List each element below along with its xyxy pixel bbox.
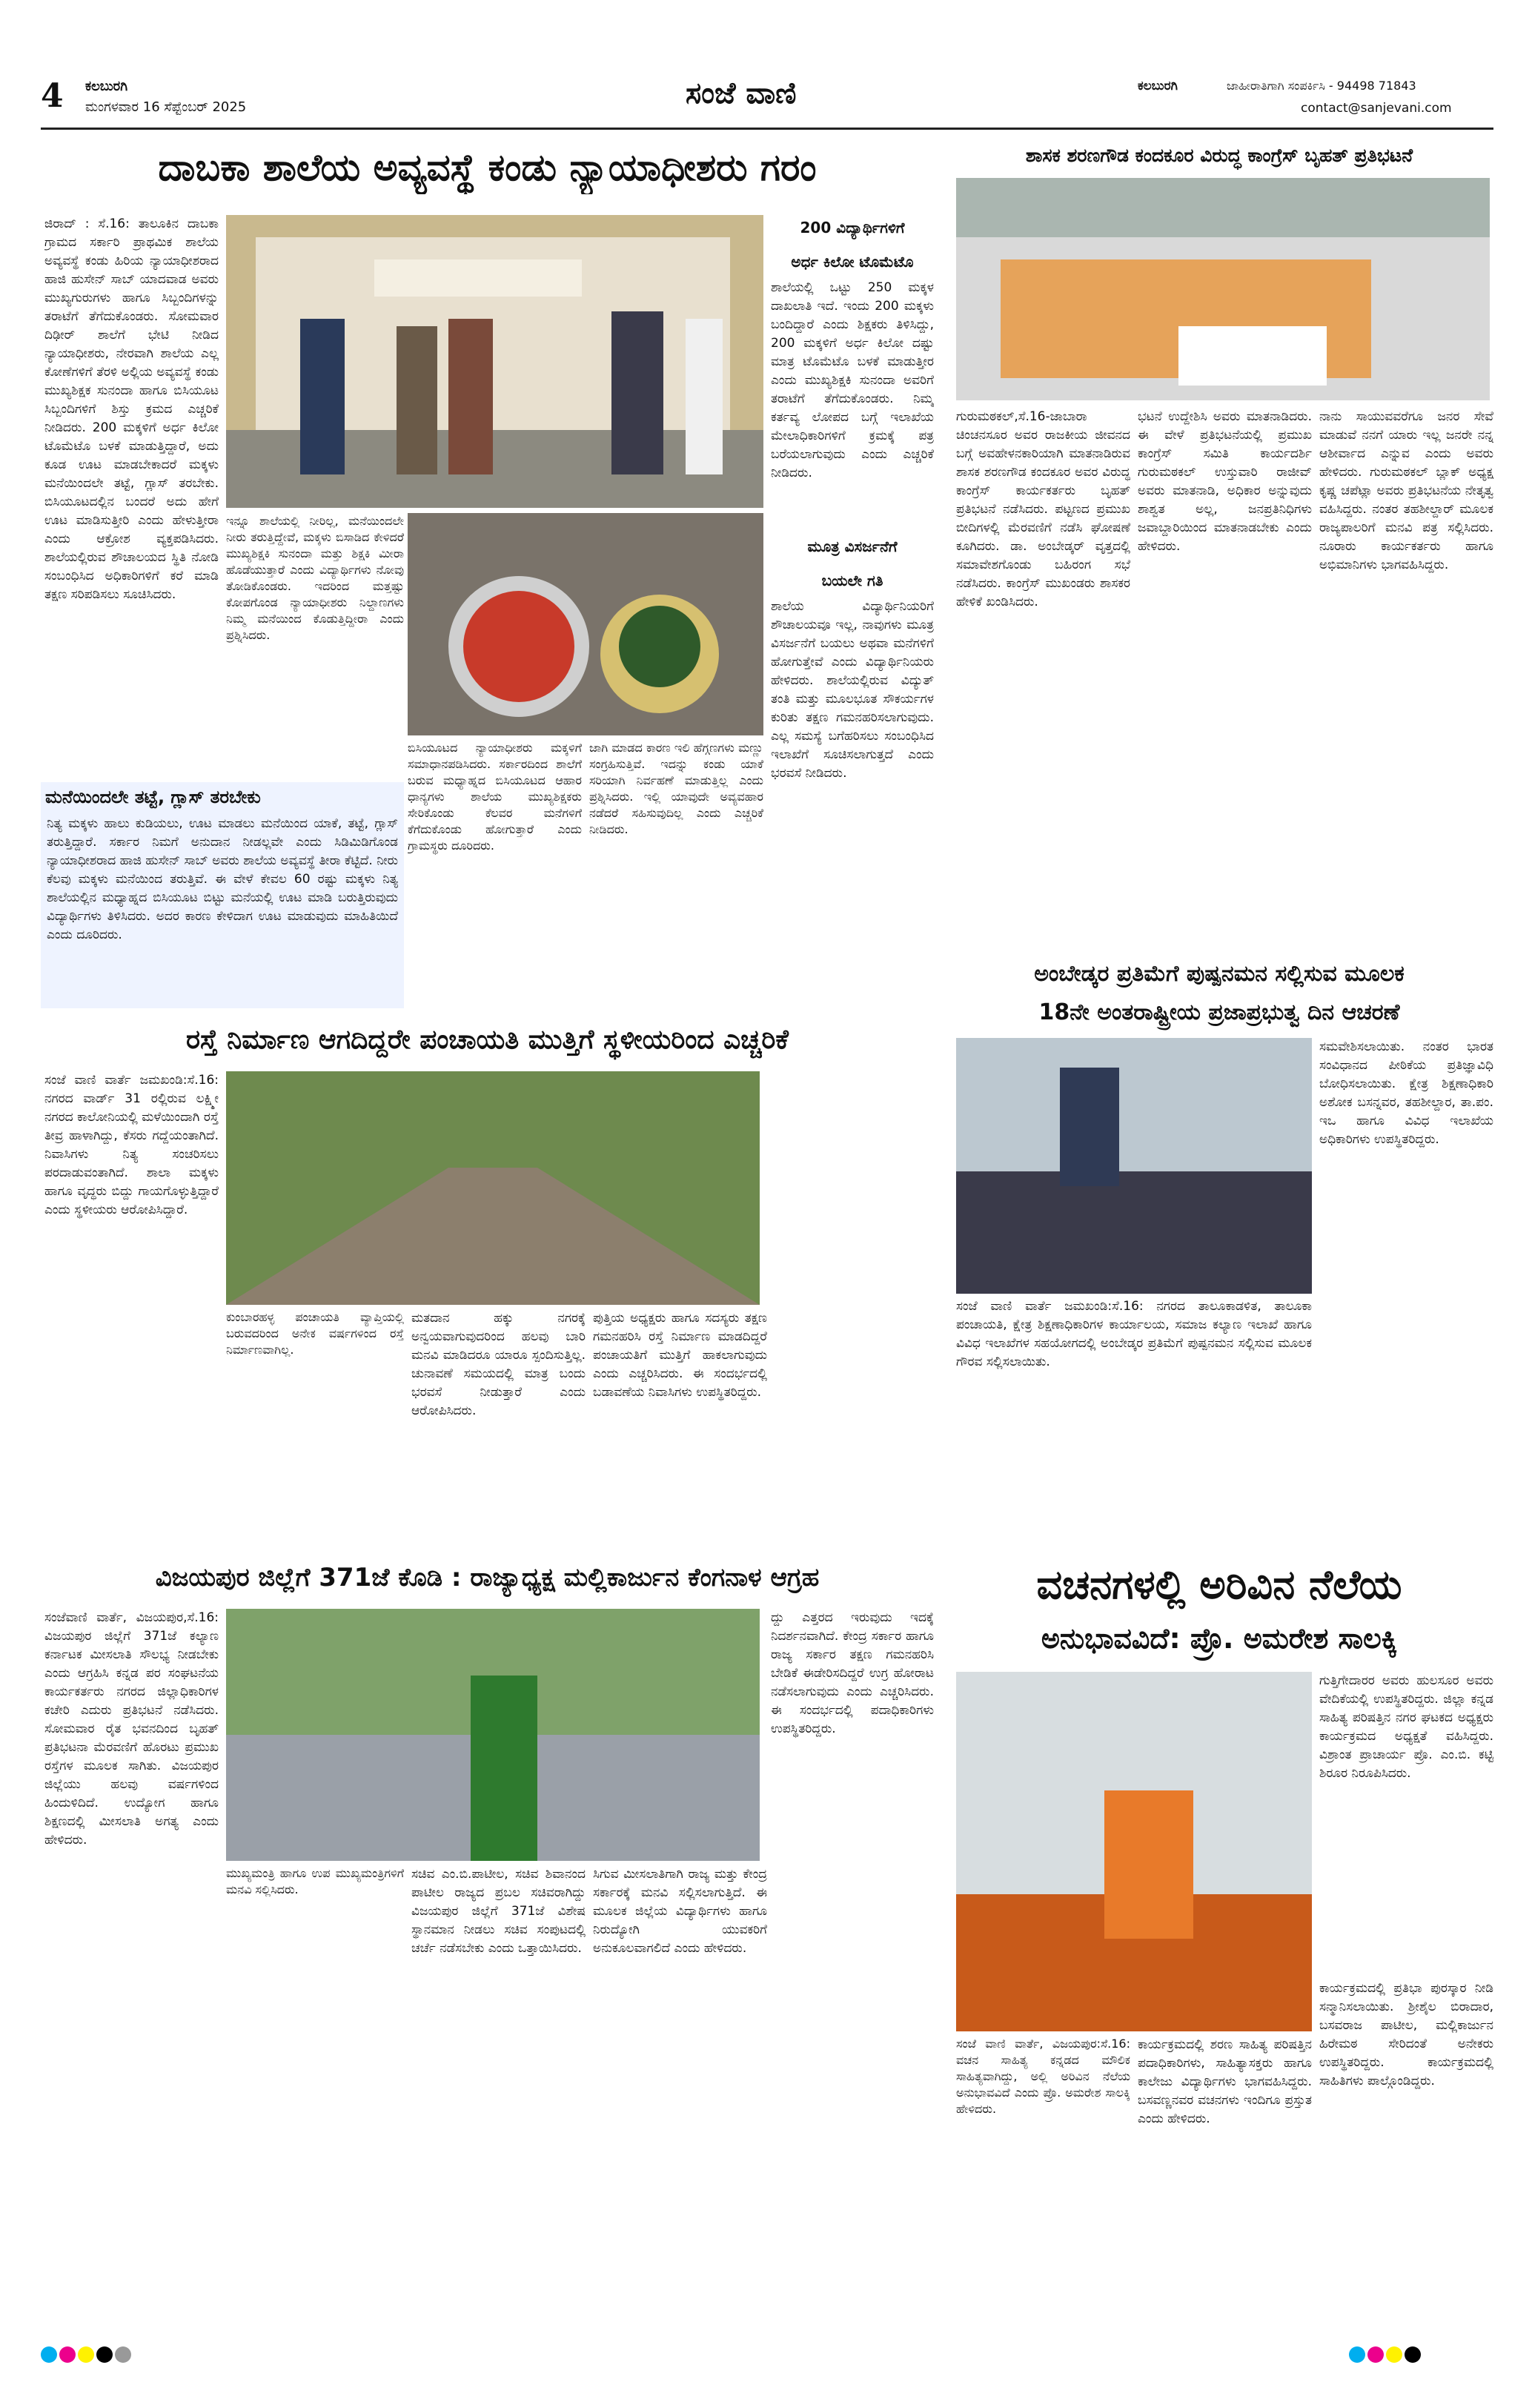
story2-col2: ಭಟನೆ ಉದ್ದೇಶಿಸಿ ಅವರು ಮಾತನಾಡಿದರು. ಈ ವೇಳೆ ಪ್ರತಿಭಟನೆಯಲ್ಲಿ ಪ್ರಮುಖ ಕಾಂಗ್ರೆಸ್ ಸಮಿತಿ ಕಾರ್ಯದರ್ಶಿ ಗುರುಮಠಕಲ್ ಉಸ್ತುವಾರಿ ರಾಜೀವ್ ಅವರು ಮಾತನಾಡಿ, ಅಧಿಕಾರ ಅನ್ನುವುದು ಶಾಶ್ವತ ಅಲ್ಲ, ಜನಪ್ರತಿನಿಧಿಗಳು ಜವಾಬ್ದಾರಿಯಿಂದ ಮಾತನಾಡಬೇಕು ಎಂದು ಹೇಳಿದರು. <box>1138 409 1312 554</box>
ambedkar-photo-art <box>956 1038 1312 1294</box>
story3-headline2: 18ನೇ ಅಂತರಾಷ್ಟ್ರೀಯ ಪ್ರಜಾಪ್ರಭುತ್ವ ದಿನ ಆಚರಣೆ <box>1038 999 1400 1025</box>
story1-photo2-caption-b: ಜಾಗಿ ಮಾಡದ ಕಾರಣ ಇಲಿ ಹೆಗ್ಗಣಗಳು ಮಣ್ಣು ಸಂಗ್ರಹಿಸುತ್ತಿವೆ. ಇದನ್ನು ಕಂಡು ಯಾಕೆ ಸರಿಯಾಗಿ ನಿರ್ವಹಣೆ ಮಾಡುತ್ತಿಲ್ಲ ಎಂದು ಪ್ರಶ್ನಿಸಿದರು. ಇಲ್ಲಿ ಯಾವುದೇ ಅವ್ಯವಹಾರ ನಡೆದರೆ ಸಹಿಸುವುದಿಲ್ಲ ಎಂದು ಎಚ್ಚರಿಕೆ ನೀಡಿದರು. <box>589 741 763 836</box>
story5-headline1: ವಚನಗಳಲ್ಲಿ ಅರಿವಿನ ನೆಲೆಯ <box>1036 1561 1402 1608</box>
story3-col1: ಸಂಜೆ ವಾಣಿ ವಾರ್ತೆ ಜಮಖಂಡಿ:ಸೆ.16: ನಗರದ ತಾಲೂಕಾಡಳಿತ, ತಾಲೂಕಾ ಪಂಚಾಯತಿ, ಕ್ಷೇತ್ರ ಶಿಕ್ಷಣಾಧಿಕಾರಿಗಳ ಕಾರ್ಯಾಲಯ, ಸಮಾಜ ಕಲ್ಯಾಣ ಇಲಾಖೆ ಹಾಗೂ ವಿವಿಧ ಇಲಾಖೆಗಳ ಸಹಯೋಗದಲ್ಲಿ ಅಂಬೇಡ್ಕರ ಪ್ರತಿಮೆಗೆ ಪುಷ್ಪನಮನ ಸಲ್ಲಿಸುವ ಮೂಲಕ ಗೌರವ ಸಲ್ಲಿಸಲಾಯಿತು. <box>956 1299 1312 1369</box>
story5-photo-caption: ಸಂಜೆ ವಾಣಿ ವಾರ್ತೆ, ವಿಜಯಪುರ:ಸೆ.16: ವಚನ ಸಾಹಿತ್ಯ ಕನ್ನಡದ ಮೌಲಿಕ ಸಾಹಿತ್ಯವಾಗಿದ್ದು, ಅಲ್ಲಿ ಅರಿವಿನ ನೆಲೆಯ ಅನುಭಾವವಿದೆ ಎಂದು ಪ್ರೊ. ಅಮರೇಶ ಸಾಲಕ್ಕಿ ಹೇಳಿದರು. <box>956 2037 1130 2116</box>
food-photo <box>408 513 763 735</box>
story4-col4: ಪುತ್ತಿಯ ಅಧ್ಯಕ್ಷರು ಹಾಗೂ ಸದಸ್ಯರು ತಕ್ಷಣ ಗಮನಹರಿಸಿ ರಸ್ತೆ ನಿರ್ಮಾಣ ಮಾಡದಿದ್ದರೆ ಪಂಚಾಯತಿಗೆ ಮುತ್ತಿಗೆ ಹಾಕಲಾಗುವುದು ಎಂದು ಎಚ್ಚರಿಸಿದರು. ಈ ಸಂದರ್ಭದಲ್ಲಿ ಬಡಾವಣೆಯ ನಿವಾಸಿಗಳು ಉಪಸ್ಥಿತರಿದ್ದರು. <box>593 1311 767 1400</box>
magenta-dot <box>1367 2346 1384 2363</box>
sidebar-body2: ಶಾಲೆಯ ವಿದ್ಯಾರ್ಥಿನಿಯರಿಗೆ ಶೌಚಾಲಯವೂ ಇಲ್ಲ, ನಾವುಗಳು ಮೂತ್ರ ವಿಸರ್ಜನೆಗೆ ಬಯಲು ಅಥವಾ ಮನೆಗಳಿಗೆ ಹೋಗುತ್ತೇವೆ ಎಂದು ವಿದ್ಯಾರ್ಥಿನಿಯರು ಹೇಳಿದರು. ಶಾಲೆಯಲ್ಲಿರುವ ವಿದ್ಯುತ್ ತಂತಿ ಮತ್ತು ಮೂಲಭೂತ ಸೌಕರ್ಯಗಳ ಕುರಿತು ತಕ್ಷಣ ಗಮನಹರಿಸಲಾಗುವುದು. ಎಲ್ಲ ಸಮಸ್ಯೆ ಬಗೆಹರಿಸಲು ಸಂಬಂಧಿಸಿದ ಇಲಾಖೆಗೆ ಸೂಚಿಸಲಾಗುತ್ತದೆ ಎಂದು ಭರವಸೆ ನೀಡಿದರು. <box>771 599 934 781</box>
black-dot <box>96 2346 113 2363</box>
magenta-dot <box>59 2346 76 2363</box>
masthead-rule <box>41 128 1493 130</box>
lecture-photo <box>956 1672 1312 2031</box>
story6-headline: ವಿಜಯಪುರ ಜಿಲ್ಲೆಗೆ 371ಜೆ ಕೊಡಿ : ರಾಜ್ಯಾಧ್ಯಕ್ಷ ಮಲ್ಲಿಕಾರ್ಜುನ ಕೆಂಗನಾಳ ಆಗ್ರಹ <box>155 1563 820 1592</box>
masthead <box>41 74 1493 128</box>
gray-dot <box>115 2346 131 2363</box>
ambedkar-photo <box>956 1038 1312 1294</box>
sidebar-head3: ಮೂತ್ರ ವಿಸರ್ಜನೆಗೆ <box>807 538 898 555</box>
school-photo-art <box>226 215 763 508</box>
black-dot <box>1405 2346 1421 2363</box>
memorandum-photo <box>226 1609 760 1861</box>
city-right: ಕಲಬುರಗಿ <box>1138 79 1178 93</box>
story5-col3: ಕಾರ್ಯಕ್ರಮದಲ್ಲಿ ಪ್ರತಿಭಾ ಪುರಸ್ಕಾರ ನೀಡಿ ಸನ್ಮಾನಿಸಲಾಯಿತು. ಶ್ರೀಶೈಲ ಬಿರಾದಾರ, ಬಸವರಾಜ ಪಾಟೀಲ, ಮಲ್ಲಿಕಾರ್ಜುನ ಹಿರೇಮಠ ಸೇರಿದಂತೆ ಅನೇಕರು ಉಪಸ್ಥಿತರಿದ್ದರು. ಕಾರ್ಯಕ್ರಮದಲ್ಲಿ ಸಾಹಿತಿಗಳು ಪಾಲ್ಗೊಂಡಿದ್ದರು. <box>1319 1981 1493 2088</box>
story6-photo-caption: ಮುಖ್ಯಮಂತ್ರಿ ಹಾಗೂ ಉಪ ಮುಖ್ಯಮಂತ್ರಿಗಳಿಗೆ ಮನವಿ ಸಲ್ಲಿಸಿದರು. <box>226 1866 404 1896</box>
page-number: 4 <box>41 77 64 115</box>
sidebar-body1: ಶಾಲೆಯಲ್ಲಿ ಒಟ್ಟು 250 ಮಕ್ಕಳ ದಾಖಲಾತಿ ಇದೆ. ಇಂದು 200 ಮಕ್ಕಳು ಬಂದಿದ್ದಾರೆ ಎಂದು ಶಿಕ್ಷಕರು ತಿಳಿಸಿದ್ದು, 200 ಮಕ್ಕಳಿಗೆ ಅರ್ಧ ಕಿಲೋ ದಷ್ಟು ಮಾತ್ರ ಟೊಮೆಟೊ ಬಳಕೆ ಮಾಡುತ್ತೀರ ಎಂದು ಮುಖ್ಯಶಿಕ್ಷಕಿ ಸುನಂದಾ ಅವರಿಗೆ ತರಾಟೆಗೆ ತೆಗೆದುಕೊಂಡರು. ನಿಮ್ಮ ಕರ್ತವ್ಯ ಲೋಪದ ಬಗ್ಗೆ ಇಲಾಖೆಯ ಮೇಲಾಧಿಕಾರಿಗಳಿಗೆ ಕ್ರಮಕ್ಕೆ ಪತ್ರ ಬರೆಯಲಾಗುವುದು ಎಂದು ಎಚ್ಚರಿಕೆ ನೀಡಿದರು. <box>771 280 934 480</box>
story6-col2: ಸಚಿವ ಎಂ.ಬಿ.ಪಾಟೀಲ, ಸಚಿವ ಶಿವಾನಂದ ಪಾಟೀಲ ರಾಜ್ಯದ ಪ್ರಬಲ ಸಚಿವರಾಗಿದ್ದು ವಿಜಯಪುರ ಜಿಲ್ಲೆಗೆ 371ಜೆ ವಿಶೇಷ ಸ್ಥಾನಮಾನ ನೀಡಲು ಸಚಿವ ಸಂಪುಟದಲ್ಲಿ ಚರ್ಚೆ ನಡೆಸಬೇಕು ಎಂದು ಒತ್ತಾಯಿಸಿದರು. <box>411 1867 586 1956</box>
protest-photo-art <box>956 178 1490 400</box>
lecture-photo-art <box>956 1672 1312 2031</box>
road-photo-art <box>226 1071 760 1305</box>
footer-left-dots <box>41 2346 263 2369</box>
sidebar-head2: ಅರ್ಧ ಕಿಲೋ ಟೊಮೆಟೊ <box>791 253 914 271</box>
ad-contact: ಜಾಹೀರಾತಿಗಾಗಿ ಸಂಪರ್ಕಿಸಿ - 94498 71843 <box>1227 79 1416 93</box>
story3-col2: ಸಮವೇಶಿಸಲಾಯಿತು. ನಂತರ ಭಾರತ ಸಂವಿಧಾನದ ಪೀಠಿಕೆಯ ಪ್ರತಿಜ್ಞಾವಿಧಿ ಬೋಧಿಸಲಾಯಿತು. ಕ್ಷೇತ್ರ ಶಿಕ್ಷಣಾಧಿಕಾರಿ ಅಶೋಕ ಬಸನ್ನವರ, ತಹಶೀಲ್ದಾರ, ತಾ.ಪಂ. ಇಒ ಹಾಗೂ ವಿವಿಧ ಇಲಾಖೆಯ ಅಧಿಕಾರಿಗಳು ಉಪಸ್ಥಿತರಿದ್ದರು. <box>1319 1039 1493 1147</box>
footer-right-dots <box>1349 2346 1497 2369</box>
sidebar-head1: 200 ವಿದ್ಯಾರ್ಥಿಗಳಿಗೆ <box>800 219 905 236</box>
story1-photo2-caption: ಬಿಸಿಯೂಟದ ನ್ಯಾಯಾಧೀಶರು ಮಕ್ಕಳಿಗೆ ಸಮಾಧಾನಪಡಿಸಿದರು. ಸರ್ಕಾರದಿಂದ ಶಾಲೆಗೆ ಬರುವ ಮಧ್ಯಾಹ್ನದ ಬಿಸಿಯೂಟದ ಆಹಾರ ಧಾನ್ಯಗಳು ಶಾಲೆಯ ಮುಖ್ಯಶಿಕ್ಷಕರು ಸೇರಿಕೊಂಡು ಕೆಲವರ ಮನೆಗಳಿಗೆ ಕೆಗೆದುಕೊಂಡು ಹೋಗುತ್ತಾರೆ ಎಂದು ಗ್ರಾಮಸ್ಥರು ದೂರಿದರು. <box>408 741 582 853</box>
story5-col2: ಕಾರ್ಯಕ್ರಮದಲ್ಲಿ ಶರಣ ಸಾಹಿತ್ಯ ಪರಿಷತ್ತಿನ ಪದಾಧಿಕಾರಿಗಳು, ಸಾಹಿತ್ಯಾಸಕ್ತರು ಹಾಗೂ ಕಾಲೇಜು ವಿದ್ಯಾರ್ಥಿಗಳು ಭಾಗವಹಿಸಿದ್ದರು. ಬಸವಣ್ಣನವರ ವಚನಗಳು ಇಂದಿಗೂ ಪ್ರಸ್ತುತ ಎಂದು ಹೇಳಿದರು. <box>1138 2037 1312 2126</box>
logo: ಸಂಜೆ ವಾಣಿ <box>686 76 797 110</box>
memorandum-photo-art <box>226 1609 760 1861</box>
story5-headline2: ಅನುಭಾವವಿದೆ: ಪ್ರೊ. ಅಮರೇಶ ಸಾಲಕ್ಕಿ <box>1041 1622 1398 1655</box>
story2-col3: ನಾನು ಸಾಯುವವರೆಗೂ ಜನರ ಸೇವೆ ಮಾಡುವೆ ನನಗೆ ಯಾರು ಇಲ್ಲ ಜನರೇ ನನ್ನ ಆಶೀರ್ವಾದ ಎನ್ನುವ ಎಂದು ಅವರು ಹೇಳಿದರು. ಗುರುಮಠಕಲ್ ಬ್ಲಾಕ್ ಅಧ್ಯಕ್ಷ ಕೃಷ್ಣ ಚಪೆಟ್ಲಾ ಅವರು ಪ್ರತಿಭಟನೆಯ ನೇತೃತ್ವ ವಹಿಸಿದ್ದರು. ನಂತರ ತಹಶೀಲ್ದಾರ್ ಮೂಲಕ ರಾಜ್ಯಪಾಲರಿಗೆ ಮನವಿ ಪತ್ರ ಸಲ್ಲಿಸಿದರು. ನೂರಾರು ಕಾರ್ಯಕರ್ತರು ಹಾಗೂ ಅಭಿಮಾನಿಗಳು ಭಾಗವಹಿಸಿದ್ದರು. <box>1319 409 1493 572</box>
protest-photo <box>956 178 1490 400</box>
yellow-dot <box>78 2346 94 2363</box>
story4-headline: ರಸ್ತೆ ನಿರ್ಮಾಣ ಆಗದಿದ್ದರೇ ಪಂಚಾಯತಿ ಮುತ್ತಿಗೆ ಸ್ಥಳೀಯರಿಂದ ಎಚ್ಚರಿಕೆ <box>186 1025 789 1055</box>
story6-col1: ಸಂಜೆವಾಣಿ ವಾರ್ತೆ, ವಿಜಯಪುರ,ಸೆ.16: ವಿಜಯಪುರ ಜಿಲ್ಲೆಗೆ 371ಜೆ ಕಲ್ಯಾಣ ಕರ್ನಾಟಕ ಮೀಸಲಾತಿ ಸೌಲಭ್ಯ ನೀಡಬೇಕು ಎಂದು ಆಗ್ರಹಿಸಿ ಕನ್ನಡ ಪರ ಸಂಘಟನೆಯ ಕಾರ್ಯಕರ್ತರು ನಗರದ ಜಿಲ್ಲಾಧಿಕಾರಿಗಳ ಕಚೇರಿ ಎದುರು ಪ್ರತಿಭಟನೆ ನಡೆಸಿದರು. ಸೋಮವಾರ ರೈತ ಭವನದಿಂದ ಬೃಹತ್ ಪ್ರತಿಭಟನಾ ಮೆರವಣಿಗೆ ಹೊರಟು ಪ್ರಮುಖ ರಸ್ತೆಗಳ ಮೂಲಕ ಸಾಗಿತು. ವಿಜಯಪುರ ಜಿಲ್ಲೆಯು ಹಲವು ವರ್ಷಗಳಿಂದ ಹಿಂದುಳಿದಿದೆ. ಉದ್ಯೋಗ ಹಾಗೂ ಶಿಕ್ಷಣದಲ್ಲಿ ಮೀಸಲಾತಿ ಅಗತ್ಯ ಎಂದು ಹೇಳಿದರು. <box>44 1610 219 1848</box>
story1-body: ಜಿರಾದ್ : ಸೆ.16: ತಾಲೂಕಿನ ದಾಬಕಾ ಗ್ರಾಮದ ಸರ್ಕಾರಿ ಪ್ರಾಥಮಿಕ ಶಾಲೆಯ ಅವ್ಯವಸ್ಥೆ ಕಂಡು ಹಿರಿಯ ನ್ಯಾಯಾಧೀಶರಾದ ಹಾಜಿ ಹುಸೇನ್ ಸಾಬ್ ಯಾದವಾಡ ಅವರು ಮುಖ್ಯಗುರುಗಳು ಹಾಗೂ ಸಿಬ್ಬಂದಿಗಳನ್ನು ತರಾಟೆಗೆ ತೆಗೆದುಕೊಂಡರು. ಸೋಮವಾರ ದಿಢೀರ್ ಶಾಲೆಗೆ ಭೇಟಿ ನೀಡಿದ ನ್ಯಾಯಾಧೀಶರು, ನೇರವಾಗಿ ಶಾಲೆಯ ಎಲ್ಲ ಕೋಣೆಗಳಿಗೆ ತೆರಳಿ ಅಲ್ಲಿಯ ಅವ್ಯವಸ್ಥೆ ಕಂಡು ಮುಖ್ಯಶಿಕ್ಷಕ ಸುನಂದಾ ಹಾಗೂ ಬಿಸಿಯೂಟ ಸಿಬ್ಬಂದಿಗಳಿಗೆ ಶಿಸ್ತು ಕ್ರಮದ ಎಚ್ಚರಿಕೆ ನೀಡಿದರು. 200 ಮಕ್ಕಳಿಗೆ ಅರ್ಧ ಕಿಲೋ ಟೊಮೆಟೊ ಬಳಕೆ ಮಾಡುತ್ತಿದ್ದಾರೆ, ಅದು ಕೂಡ ಊಟ ಮಾಡಬೇಕಾದರೆ ಮಕ್ಕಳು ಮನೆಯಿಂದಲೇ ತಟ್ಟೆ, ಗ್ಲಾಸ್ ತರಬೇಕು. ಬಿಸಿಯೂಟದಲ್ಲಿನ ಬಂದರೆ ಅದು ಹೇಗೆ ಊಟ ಮಾಡಿಸುತ್ತೀರಿ ಎಂದು ಹೇಳುತ್ತೀರಾ ಎಂದು ಆಕ್ರೋಶ ವ್ಯಕ್ತಪಡಿಸಿದರು. ಶಾಲೆಯಲ್ಲಿರುವ ಶೌಚಾಲಯದ ಸ್ಥಿತಿ ನೋಡಿ ಸಂಬಂಧಿಸಿದ ಅಧಿಕಾರಿಗಳಿಗೆ ಕರೆ ಮಾಡಿ ತಕ್ಷಣ ಸರಿಪಡಿಸಲು ಸೂಚಿಸಿದರು. <box>44 216 219 602</box>
school-photo <box>226 215 763 508</box>
city-left: ಕಲಬುರಗಿ <box>85 79 128 94</box>
story2-col1: ಗುರುಮಠಕಲ್,ಸೆ.16-ಜಾಬಾರಾ ಚಿಂಚನಸೂರ ಅವರ ರಾಜಕೀಯ ಜೀವನದ ಬಗ್ಗೆ ಅವಹೇಳನಕಾರಿಯಾಗಿ ಮಾತನಾಡಿರುವ ಶಾಸಕ ಶರಣಗೌಡ ಕಂದಕೂರ ಅವರ ವಿರುದ್ಧ ಕಾಂಗ್ರೆಸ್ ಕಾರ್ಯಕರ್ತರು ಬೃಹತ್ ಪ್ರತಿಭಟನೆ ನಡೆಸಿದರು. ಪಟ್ಟಣದ ಪ್ರಮುಖ ಬೀದಿಗಳಲ್ಲಿ ಮೆರವಣಿಗೆ ನಡೆಸಿ ಘೋಷಣೆ ಕೂಗಿದರು. ಡಾ. ಅಂಬೇಡ್ಕರ್ ವೃತ್ತದಲ್ಲಿ ಸಮಾವೇಶಗೊಂಡು ಬಹಿರಂಗ ಸಭೆ ನಡೆಸಿದರು. ಕಾಂಗ್ರೆಸ್ ಮುಖಂಡರು ಶಾಸಕರ ಹೇಳಿಕೆ ಖಂಡಿಸಿದರು. <box>956 409 1130 609</box>
road-photo <box>226 1071 760 1305</box>
story1-sidebar <box>771 215 934 1012</box>
cyan-dot <box>41 2346 57 2363</box>
cyan-dot <box>1349 2346 1365 2363</box>
story5-col1: ಗುತ್ತಿಗೇದಾರರ ಅವರು ಹುಲಸೂರ ಅವರು ವೇದಿಕೆಯಲ್ಲಿ ಉಪಸ್ಥಿತರಿದ್ದರು. ಜಿಲ್ಲಾ ಕನ್ನಡ ಸಾಹಿತ್ಯ ಪರಿಷತ್ತಿನ ನಗರ ಘಟಕದ ಅಧ್ಯಕ್ಷರು ಕಾರ್ಯಕ್ರಮದ ಅಧ್ಯಕ್ಷತೆ ವಹಿಸಿದ್ದರು. ವಿಶ್ರಾಂತ ಪ್ರಾಚಾರ್ಯ ಪ್ರೊ. ಎಂ.ಬಿ. ಕಟ್ಟಿ ಶಿರೂರ ನಿರೂಪಿಸಿದರು. <box>1319 1673 1493 1781</box>
story4-col3: ಮತದಾನ ಹಕ್ಕು ನಗರಕ್ಕೆ ಅನ್ವಯವಾಗುವುದರಿಂದ ಹಲವು ಬಾರಿ ಮನವಿ ಮಾಡಿದರೂ ಯಾರೂ ಸ್ಪಂದಿಸುತ್ತಿಲ್ಲ. ಚುನಾವಣೆ ಸಮಯದಲ್ಲಿ ಮಾತ್ರ ಬಂದು ಭರವಸೆ ನೀಡುತ್ತಾರೆ ಎಂದು ಆರೋಪಿಸಿದರು. <box>411 1311 586 1418</box>
contact-email: contact@sanjevani.com <box>1301 101 1452 116</box>
story1-subbox <box>41 782 404 1008</box>
story2-headline: ಶಾಸಕ ಶರಣಗೌಡ ಕಂದಕೂರ ವಿರುದ್ಧ ಕಾಂಗ್ರೆಸ್ ಬೃಹತ್ ಪ್ರತಿಭಟನೆ <box>1025 145 1413 166</box>
story1-headline: ದಾಬಕಾ ಶಾಲೆಯ ಅವ್ಯವಸ್ಥೆ ಕಂಡು ನ್ಯಾಯಾಧೀಶರು ಗರಂ <box>158 146 817 189</box>
story6-col3: ಸಿಗುವ ಮೀಸಲಾತಿಗಾಗಿ ರಾಜ್ಯ ಮತ್ತು ಕೇಂದ್ರ ಸರ್ಕಾರಕ್ಕೆ ಮನವಿ ಸಲ್ಲಿಸಲಾಗುತ್ತಿದೆ. ಈ ಮೂಲಕ ಜಿಲ್ಲೆಯ ವಿದ್ಯಾರ್ಥಿಗಳು ಹಾಗೂ ನಿರುದ್ಯೋಗಿ ಯುವಕರಿಗೆ ಅನುಕೂಲವಾಗಲಿದೆ ಎಂದು ಹೇಳಿದರು. <box>593 1867 767 1956</box>
story6-col4: ದ್ದು ಎತ್ತರದ ಇರುವುದು ಇದಕ್ಕೆ ನಿದರ್ಶನವಾಗಿದೆ. ಕೇಂದ್ರ ಸರ್ಕಾರ ಹಾಗೂ ರಾಜ್ಯ ಸರ್ಕಾರ ತಕ್ಷಣ ಗಮನಹರಿಸಿ ಬೇಡಿಕೆ ಈಡೇರಿಸದಿದ್ದರೆ ಉಗ್ರ ಹೋರಾಟ ನಡೆಸಲಾಗುವುದು ಎಂದು ಎಚ್ಚರಿಸಿದರು. ಈ ಸಂದರ್ಭದಲ್ಲಿ ಪದಾಧಿಕಾರಿಗಳು ಉಪಸ್ಥಿತರಿದ್ದರು. <box>771 1610 934 1736</box>
story4-col1: ಸಂಜೆ ವಾಣಿ ವಾರ್ತೆ ಜಮಖಂಡಿ:ಸೆ.16: ನಗರದ ವಾರ್ಡ್ 31 ರಲ್ಲಿರುವ ಲಕ್ಷ್ಮೀ ನಗರದ ಕಾಲೋನಿಯಲ್ಲಿ ಮಳೆಯಿಂದಾಗಿ ರಸ್ತೆ ತೀವ್ರ ಹಾಳಾಗಿದ್ದು, ಕೆಸರು ಗದ್ದೆಯಂತಾಗಿದೆ. ನಿವಾಸಿಗಳು ನಿತ್ಯ ಸಂಚರಿಸಲು ಪರದಾಡುವಂತಾಗಿದೆ. ಶಾಲಾ ಮಕ್ಕಳು ಹಾಗೂ ವೃದ್ಧರು ಬಿದ್ದು ಗಾಯಗೊಳ್ಳುತ್ತಿದ್ದಾರೆ ಎಂದು ಸ್ಥಳೀಯರು ಆರೋಪಿಸಿದ್ದಾರೆ. <box>44 1073 219 1217</box>
story1-photo1-caption: ಇನ್ನೂ ಶಾಲೆಯಲ್ಲಿ ನೀರಿಲ್ಲ, ಮನೆಯಿಂದಲೇ ನೀರು ತರುತ್ತಿದ್ದೇವೆ, ಮಕ್ಕಳು ಬಿಸಾಡಿದ ಕೇಳಿದರೆ ಮುಖ್ಯಶಿಕ್ಷಕಿ ಸುನಂದಾ ಮತ್ತು ಶಿಕ್ಷಕಿ ಮೀರಾ ಹೊಡೆಯುತ್ತಾರೆ ಎಂದು ವಿದ್ಯಾರ್ಥಿಗಳು ನೋವು ತೋಡಿಕೊಂಡರು. ಇದರಿಂದ ಮತ್ತಷ್ಟು ಕೋಪಗೊಂಡ ನ್ಯಾಯಾಧೀಶರು ನಿಲ್ದಾಣಗಳು ನಿಮ್ಮ ಮನೆಯಿಂದ ಕೊಡುತ್ತಿದ್ದೀರಾ ಎಂದು ಪ್ರಶ್ನಿಸಿದರು. <box>226 514 404 642</box>
food-photo-art <box>408 513 763 735</box>
story4-photo-caption: ಕುಂಬಾರಹಳ್ಳ ಪಂಚಾಯತಿ ವ್ಯಾಪ್ತಿಯಲ್ಲಿ ಬರುವದರಿಂದ ಅನೇಕ ವರ್ಷಗಳಿಂದ ರಸ್ತೆ ನಿರ್ಮಾಣವಾಗಿಲ್ಲ. <box>226 1310 404 1357</box>
issue-date: ಮಂಗಳವಾರ 16 ಸೆಪ್ಟೆಂಬರ್ 2025 <box>85 99 247 115</box>
story1-subhead: ಮನೆಯಿಂದಲೇ ತಟ್ಟೆ, ಗ್ಲಾಸ್ ತರಬೇಕು <box>45 787 261 807</box>
yellow-dot <box>1386 2346 1402 2363</box>
story1-subbody: ನಿತ್ಯ ಮಕ್ಕಳು ಹಾಲು ಕುಡಿಯಲು, ಊಟ ಮಾಡಲು ಮನೆಯಿಂದ ಯಾಕೆ, ತಟ್ಟೆ, ಗ್ಲಾಸ್ ತರುತ್ತಿದ್ದಾರೆ. ಸರ್ಕಾರ ನಿಮಗೆ ಅನುದಾನ ನೀಡಲ್ಲವೇ ಎಂದು ಸಿಡಿಮಿಡಿಗೊಂಡ ನ್ಯಾಯಾಧೀಶರಾದ ಹಾಜಿ ಹುಸೇನ್ ಸಾಬ್ ಅವರು ಶಾಲೆಯ ಅವ್ಯವಸ್ಥೆ ತೀರಾ ಕೆಟ್ಟಿದೆ. ನೀರು ಕೆಲವು ಮಕ್ಕಳು ಮನೆಯಿಂದ ತರುತ್ತಿವೆ. ಈ ವೇಳೆ ಕೇವಲ 60 ರಷ್ಟು ಮಕ್ಕಳು ನಿತ್ಯ ಶಾಲೆಯಲ್ಲಿನ ಮಧ್ಯಾಹ್ನದ ಬಿಸಿಯೂಟ ಬಿಟ್ಟು ಮನೆಯಲ್ಲಿ ಊಟ ಮಾಡಿ ಬರುತ್ತಿರುವುದು ವಿದ್ಯಾರ್ಥಿಗಳು ತಿಳಿಸಿದರು. ಅದರ ಕಾರಣ ಕೇಳಿದಾಗ ಊಟ ಮಾಡುವುದು ಮಾಹಿತಿಯಿದೆ ಎಂದು ದೂರಿದರು. <box>47 816 398 942</box>
story3-headline1: ಅಂಬೇಡ್ಕರ ಪ್ರತಿಮೆಗೆ ಪುಷ್ಪನಮನ ಸಲ್ಲಿಸುವ ಮೂಲಕ <box>1034 961 1405 987</box>
sidebar-head4: ಬಯಲೇ ಗತಿ <box>821 572 883 589</box>
